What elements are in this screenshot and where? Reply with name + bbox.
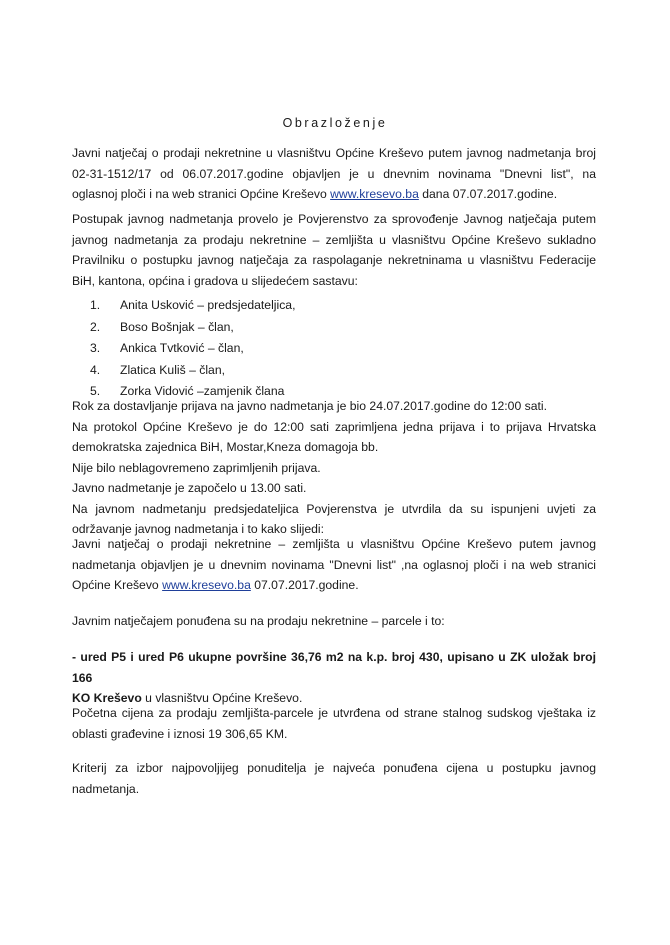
text-line: Javni natječaj o prodaji nekretnine u vlasništvu Općine Kreševo putem javnog nadmetanja broj — [72, 146, 596, 160]
paragraph-price — [72, 703, 596, 744]
website-link[interactable]: www.kresevo.ba — [330, 187, 419, 201]
text-line: Nije bilo neblagovremeno zaprimljenih prijava. — [72, 460, 321, 475]
list-item: 4. Zlatica Kuliš – član, — [90, 362, 225, 377]
text-line: održavanje javnog nadmetanja i to kako slijedi: — [72, 522, 325, 536]
page-title: Obrazloženje — [282, 116, 388, 130]
text-line: BiH, kantona, općina i gradova u slijedećem sastavu: — [72, 273, 358, 288]
text-line: Javnim natječajem ponuđena su na prodaju nekretnine – parcele i to: — [72, 614, 445, 628]
paragraph-committee — [72, 209, 596, 291]
text-line: oglasnoj ploči i na web stranici Općine Kreševo www.kresevo.ba dana 07.07.2017.godine. — [72, 187, 558, 201]
text-line: 02-31-1512/17 od 06.07.2017.godine objavljen je u dnevnim novinama "Dnevni list", na — [72, 166, 596, 181]
text-line: nadmetanja objavljen je u dnevnim novinama "Dnevni list" ,na oglasnoj ploči i na web stranici — [72, 557, 596, 572]
paragraph-offer — [72, 611, 596, 632]
paragraph-publication — [72, 534, 596, 596]
text-line: KO Kreševo u vlasništvu Općine Kreševo. — [72, 691, 303, 705]
text-line: oblasti građevine i iznosi 19 306,65 KM. — [72, 726, 288, 741]
paragraph-criteria — [72, 758, 596, 799]
text-line: Postupak javnog nadmetanja provelo je Povjerenstvo za sprovođenje Javnog natječaja putem — [72, 212, 596, 226]
list-item: 1. Anita Usković – predsjedateljica, — [90, 298, 296, 312]
website-link[interactable]: www.kresevo.ba — [162, 578, 251, 592]
text-line: Na protokol Općine Kreševo je do 12:00 sati zaprimljena jedna prijava i to prijava Hrvatska — [72, 419, 596, 434]
text-line: nadmetanja. — [72, 781, 140, 796]
text-line: Pravilniku o postupku javnog natječaja za raspolaganje nekretninama u vlasništvu Federacije — [72, 253, 596, 267]
paragraph-announcement — [72, 143, 596, 205]
list-item: 2. Boso Bošnjak – član, — [90, 319, 234, 334]
list-item: 3. Ankica Tvtković – član, — [90, 341, 244, 355]
text-line: Javno nadmetanje je započelo u 13.00 sati. — [72, 481, 307, 495]
text-line: Početna cijena za prodaju zemljišta-parcele je utvrđena od strane stalnog sudskog vještaka iz — [72, 706, 596, 720]
text-line: - ured P5 i ured P6 ukupne površine 36,76 m2 na k.p. broj 430, upisano u ZK uložak broj 166 — [72, 650, 596, 685]
committee-members-list — [90, 295, 295, 403]
text-line: javnog nadmetanja za prodaju nekretnine – zemljišta u vlasništvu Općine Kreševo sukladno — [72, 232, 596, 247]
text-line: demokratska zajednica BiH, Mostar,Kneza domagoja bb. — [72, 440, 379, 454]
list-item: 5. Zorka Vidović –zamjenik člana — [90, 384, 285, 398]
paragraph-proceedings — [72, 396, 596, 540]
text-line: Rok za dostavljanje prijava na javno nadmetanja je bio 24.07.2017.godine do 12:00 sati. — [72, 399, 547, 413]
text-line: Na javnom nadmetanju predsjedateljica Povjerenstva je utvrdila da su ispunjeni uvjeti za — [72, 501, 596, 516]
paragraph-property — [72, 647, 596, 709]
text-line: Kriterij za izbor najpovoljijeg ponuditelja je najveća ponuđena cijena u postupku javnog — [72, 761, 596, 775]
text-line: Javni natječaj o prodaji nekretnine – zemljišta u vlasništvu Općine Kreševo putem javnog — [72, 537, 596, 551]
text-line: Općine Kreševo www.kresevo.ba 07.07.2017.godine. — [72, 578, 359, 592]
